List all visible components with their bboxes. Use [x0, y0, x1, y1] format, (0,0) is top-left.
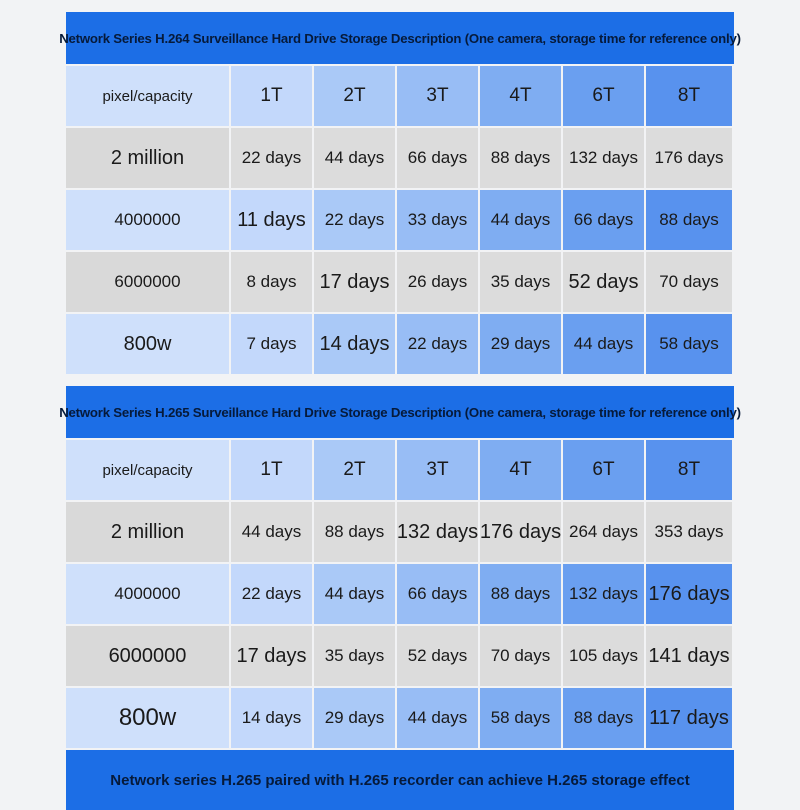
row-label: 2 million — [66, 128, 229, 188]
footer-note: Network series H.265 paired with H.265 recorder can achieve H.265 storage effect — [66, 750, 734, 810]
table-cell: 52 days — [397, 626, 478, 686]
table-cell: 44 days — [397, 688, 478, 748]
header-cell-3t: 3T — [397, 66, 478, 126]
table-cell: 58 days — [480, 688, 561, 748]
table-cell: 66 days — [563, 190, 644, 250]
table-cell: 88 days — [480, 128, 561, 188]
h265-table-grid — [66, 440, 734, 748]
table-cell: 88 days — [646, 190, 732, 250]
table-cell: 66 days — [397, 128, 478, 188]
table-row — [66, 688, 734, 748]
header-cell-4t: 4T — [480, 440, 561, 500]
header-cell-6t: 6T — [563, 66, 644, 126]
table-cell: 29 days — [314, 688, 395, 748]
row-label: 6000000 — [66, 626, 229, 686]
row-label: 4000000 — [66, 564, 229, 624]
table-cell: 11 days — [231, 190, 312, 250]
table-row — [66, 190, 734, 250]
table-header-row — [66, 440, 734, 500]
table-cell: 7 days — [231, 314, 312, 374]
table-cell: 176 days — [480, 502, 561, 562]
table-cell: 132 days — [397, 502, 478, 562]
table-cell: 35 days — [314, 626, 395, 686]
header-cell-8t: 8T — [646, 66, 732, 126]
table-cell: 22 days — [231, 564, 312, 624]
header-cell-1t: 1T — [231, 440, 312, 500]
table-row — [66, 252, 734, 312]
header-cell-2t: 2T — [314, 440, 395, 500]
table-cell: 17 days — [231, 626, 312, 686]
table-cell: 70 days — [480, 626, 561, 686]
table-cell: 14 days — [314, 314, 395, 374]
table-cell: 29 days — [480, 314, 561, 374]
row-label: 6000000 — [66, 252, 229, 312]
table-cell: 33 days — [397, 190, 478, 250]
table-cell: 22 days — [397, 314, 478, 374]
table-cell: 8 days — [231, 252, 312, 312]
h265-storage-table — [59, 386, 741, 810]
row-label: 800w — [66, 314, 229, 374]
table-row — [66, 564, 734, 624]
h265-table-title: Network Series H.265 Surveillance Hard Drive Storage Description (One camera, storage time for reference only) — [66, 386, 734, 438]
table-cell: 14 days — [231, 688, 312, 748]
table-cell: 22 days — [314, 190, 395, 250]
row-label: 4000000 — [66, 190, 229, 250]
table-cell: 66 days — [397, 564, 478, 624]
header-cell-4t: 4T — [480, 66, 561, 126]
h264-storage-table — [59, 12, 741, 374]
table-cell: 176 days — [646, 128, 732, 188]
table-cell: 35 days — [480, 252, 561, 312]
table-cell: 58 days — [646, 314, 732, 374]
table-cell: 44 days — [314, 128, 395, 188]
table-header-row — [66, 66, 734, 126]
header-cell-1t: 1T — [231, 66, 312, 126]
table-cell: 176 days — [646, 564, 732, 624]
table-cell: 132 days — [563, 128, 644, 188]
table-cell: 52 days — [563, 252, 644, 312]
table-cell: 44 days — [480, 190, 561, 250]
row-label: 800w — [66, 688, 229, 748]
header-cell-pixel-capacity: pixel/capacity — [66, 440, 229, 500]
table-cell: 70 days — [646, 252, 732, 312]
table-cell: 132 days — [563, 564, 644, 624]
table-cell: 88 days — [563, 688, 644, 748]
header-cell-pixel-capacity: pixel/capacity — [66, 66, 229, 126]
h264-table-title: Network Series H.264 Surveillance Hard Drive Storage Description (One camera, storage time for reference only) — [66, 12, 734, 64]
table-cell: 26 days — [397, 252, 478, 312]
table-cell: 88 days — [314, 502, 395, 562]
table-cell: 105 days — [563, 626, 644, 686]
table-cell: 353 days — [646, 502, 732, 562]
table-cell: 44 days — [231, 502, 312, 562]
table-row — [66, 314, 734, 374]
table-row — [66, 626, 734, 686]
header-cell-2t: 2T — [314, 66, 395, 126]
row-label: 2 million — [66, 502, 229, 562]
table-cell: 17 days — [314, 252, 395, 312]
header-cell-3t: 3T — [397, 440, 478, 500]
h264-table-grid — [66, 66, 734, 374]
table-row — [66, 128, 734, 188]
table-cell: 117 days — [646, 688, 732, 748]
table-cell: 44 days — [314, 564, 395, 624]
header-cell-8t: 8T — [646, 440, 732, 500]
table-cell: 88 days — [480, 564, 561, 624]
table-row — [66, 502, 734, 562]
table-cell: 264 days — [563, 502, 644, 562]
table-cell: 141 days — [646, 626, 732, 686]
table-cell: 44 days — [563, 314, 644, 374]
header-cell-6t: 6T — [563, 440, 644, 500]
table-cell: 22 days — [231, 128, 312, 188]
